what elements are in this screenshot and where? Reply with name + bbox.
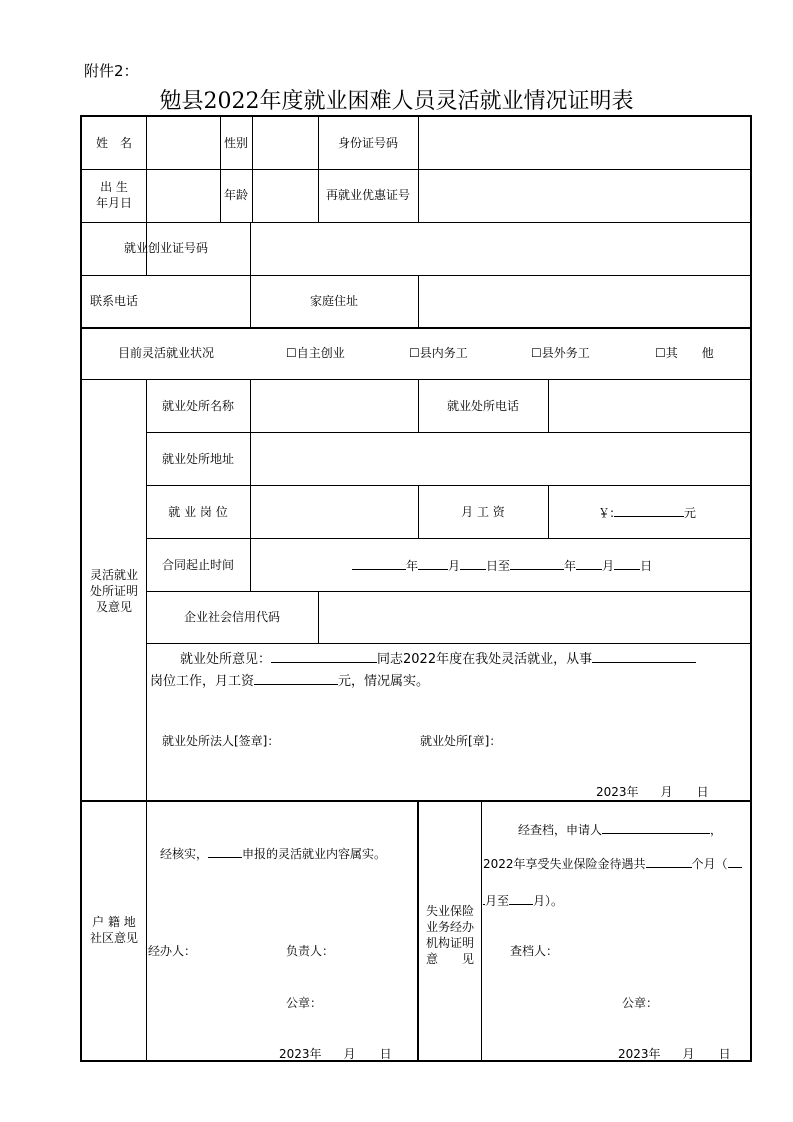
form-title: 勉县2022年度就业困难人员灵活就业情况证明表 <box>159 89 634 114</box>
option-self-employed[interactable]: ☐自主创业 <box>286 346 345 360</box>
name-field[interactable] <box>148 119 218 167</box>
legal-person-signature-label: 就业处所法人[签章]： <box>162 734 280 748</box>
birth-label-line2: 年月日 <box>95 196 132 210</box>
workplace-phone-field[interactable] <box>550 381 748 430</box>
id-number-label: 身份证号码 <box>337 136 398 150</box>
community-seal-label: 公章： <box>286 996 323 1010</box>
checkbox-icon[interactable]: ☐ <box>409 346 420 360</box>
insurance-section-label-2: 业务经办 <box>425 920 474 934</box>
insurance-date: 2023年 月 日 <box>618 1047 731 1061</box>
age-field[interactable] <box>254 171 316 220</box>
monthly-wage-field[interactable] <box>598 504 696 521</box>
community-verify-text: 经核实， 申报的灵活就业内容属实。 <box>160 847 387 861</box>
community-section-label-2: 社区意见 <box>89 931 138 945</box>
job-post-label: 就 业 岗 位 <box>168 505 228 519</box>
insurance-section-label-3: 机构证明 <box>425 936 474 950</box>
community-handler-label: 经办人： <box>148 944 197 958</box>
insurance-section-label-4: 意 见 <box>425 952 474 966</box>
insurance-check-text: 经查档，申请人 ， <box>518 823 723 837</box>
birth-date-field[interactable] <box>148 171 218 220</box>
credit-code-field[interactable] <box>320 593 748 641</box>
employment-cert-field[interactable] <box>252 224 748 273</box>
community-responsible-label: 负责人： <box>286 944 335 958</box>
gender-field[interactable] <box>254 119 316 167</box>
name-label: 姓 名 <box>95 136 132 150</box>
workplace-opinion: 就业处所意见： 同志2022年度在我处灵活就业，从事 岗位工作，月工资 元，情况属实。 <box>150 649 746 693</box>
checkbox-icon[interactable]: ☐ <box>655 346 666 360</box>
credit-code-label: 企业社会信用代码 <box>183 610 280 624</box>
age-label: 年龄 <box>223 188 248 202</box>
certificate-form <box>80 115 752 1062</box>
insurance-checker-label: 查档人： <box>510 944 559 958</box>
attachment-label: 附件2： <box>84 62 139 80</box>
contract-period-field[interactable]: 年 月 日至 年 月 日 <box>352 557 652 574</box>
workplace-seal-label: 就业处所[章]： <box>420 734 502 748</box>
reemployment-cert-label: 再就业优惠证号 <box>325 188 410 202</box>
community-date: 2023年 月 日 <box>279 1047 392 1061</box>
workplace-section-label-1: 灵活就业 <box>89 568 138 582</box>
workplace-date: 2023年 月 日 <box>596 785 709 799</box>
address-field[interactable] <box>420 277 748 325</box>
gender-label: 性别 <box>223 136 248 150</box>
workplace-address-label: 就业处所地址 <box>161 452 234 466</box>
workplace-phone-label: 就业处所电话 <box>446 399 519 413</box>
insurance-seal-label: 公章： <box>622 996 659 1010</box>
birth-label-line1: 出 生 <box>100 180 128 194</box>
insurance-section-label-1: 失业保险 <box>425 904 474 918</box>
checkbox-icon[interactable]: ☐ <box>531 346 542 360</box>
currency-unit: 元 <box>684 506 697 520</box>
workplace-section-label-2: 处所证明 <box>89 584 138 598</box>
workplace-name-field[interactable] <box>252 381 416 430</box>
job-post-field[interactable] <box>252 487 416 536</box>
phone-field[interactable] <box>148 277 248 325</box>
phone-label: 联系电话 <box>89 294 138 308</box>
workplace-name-label: 就业处所名称 <box>161 399 234 413</box>
currency-prefix: ￥: <box>598 506 615 520</box>
employment-cert-label: 就业创业证号码 <box>123 241 208 255</box>
checkbox-icon[interactable]: ☐ <box>286 346 297 360</box>
contract-period-label: 合同起止时间 <box>161 558 234 572</box>
monthly-wage-label: 月 工 资 <box>461 505 505 519</box>
workplace-address-field[interactable] <box>252 434 748 483</box>
employment-status-label: 目前灵活就业状况 <box>117 346 214 360</box>
insurance-benefit-text: 2022年享受失业保险金待遇共 个月（ <box>483 855 742 872</box>
workplace-section-label-3: 及意见 <box>95 600 132 614</box>
reemployment-cert-field[interactable] <box>420 171 748 220</box>
insurance-benefit-period: 月至 月）。 <box>485 894 564 908</box>
option-in-county[interactable]: ☐县内务工 <box>409 346 468 360</box>
id-number-field[interactable] <box>420 119 748 167</box>
option-other[interactable]: ☐其 他 <box>655 346 714 360</box>
option-out-of-county[interactable]: ☐县外务工 <box>531 346 590 360</box>
community-section-label-1: 户 籍 地 <box>92 915 136 929</box>
address-label: 家庭住址 <box>309 294 358 308</box>
